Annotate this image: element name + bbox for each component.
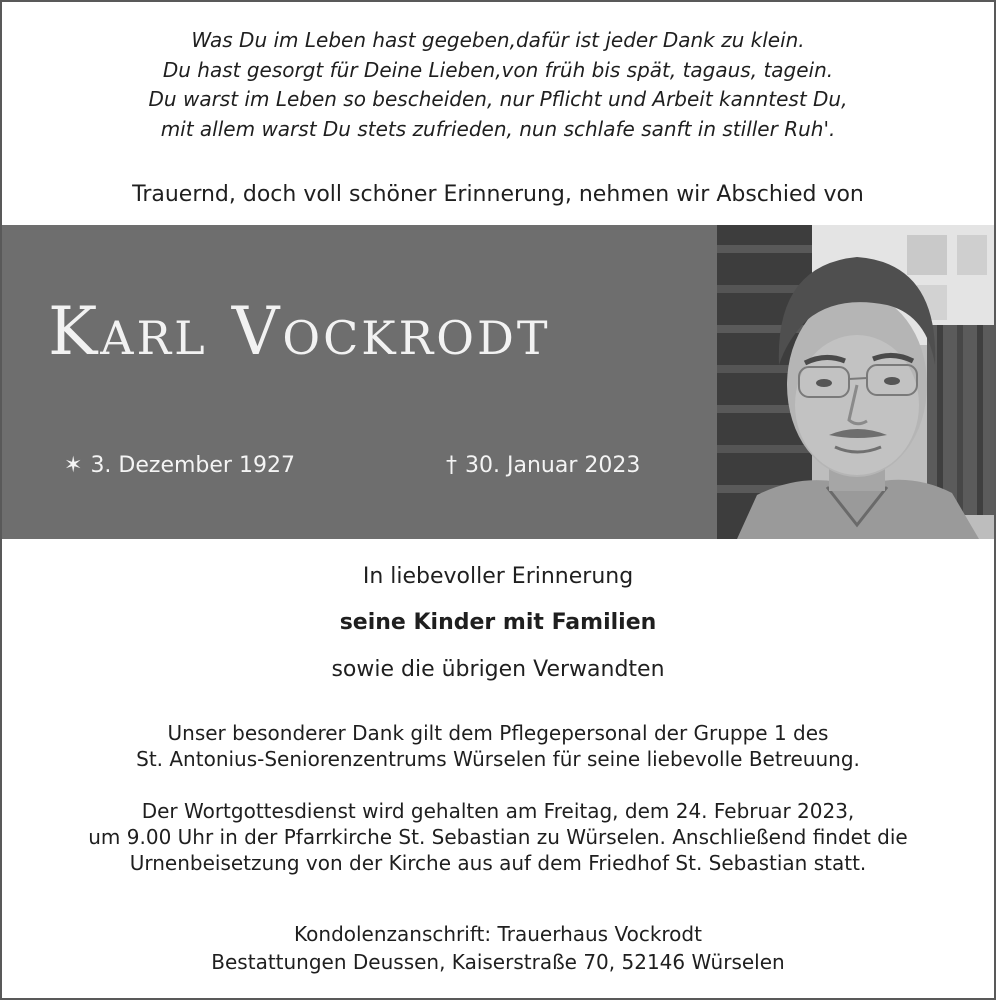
mourners-relatives: sowie die übrigen Verwandten	[331, 657, 665, 682]
poem-line: Was Du im Leben hast gegeben,dafür ist jeder Dank zu klein.	[191, 28, 805, 52]
contact-line: Bestattungen Deussen, Kaiserstraße 70, 52146 Würselen	[211, 950, 785, 974]
deceased-name: Karl Vockrodt	[48, 293, 551, 370]
contact-line: Kondolenzanschrift: Trauerhaus Vockrodt	[294, 922, 702, 946]
thanks-paragraph	[2, 720, 994, 772]
birth-date: 3. Dezember 1927	[90, 453, 295, 478]
portrait-photo	[717, 225, 994, 539]
portrait-image	[717, 225, 994, 539]
name-band	[2, 225, 994, 539]
poem	[2, 26, 994, 144]
poem-line: mit allem warst Du stets zufrieden, nun schlafe sanft in stiller Ruh'.	[160, 116, 836, 141]
mourners-children: seine Kinder mit Familien	[339, 610, 657, 635]
poem-line: Du warst im Leben so bescheiden, nur Pflicht und Arbeit kanntest Du,	[148, 87, 848, 111]
cross-icon: †	[446, 453, 457, 478]
birth-date-line	[64, 453, 295, 478]
intro-text: Trauernd, doch voll schöner Erinnerung, nehmen wir Abschied von	[132, 182, 864, 207]
thanks-line: St. Antonius-Seniorenzentrums Würselen für seine liebevolle Betreuung.	[136, 747, 860, 771]
condolence-address	[2, 920, 994, 976]
thanks-line: Unser besonderer Dank gilt dem Pflegepersonal der Gruppe 1 des	[167, 721, 829, 745]
death-date: 30. Januar 2023	[465, 453, 641, 478]
service-line: Urnenbeisetzung von der Kirche aus auf dem Friedhof St. Sebastian statt.	[129, 851, 867, 875]
service-line: um 9.00 Uhr in der Pfarrkirche St. Sebastian zu Würselen. Anschließend findet die	[88, 825, 908, 849]
star-icon: ✶	[64, 453, 83, 478]
remembrance-line: In liebevoller Erinnerung	[362, 564, 634, 589]
service-line: Der Wortgottesdienst wird gehalten am Freitag, dem 24. Februar 2023,	[141, 799, 855, 823]
poem-line: Du hast gesorgt für Deine Lieben,von früh bis spät, tagaus, tagein.	[162, 57, 834, 82]
death-date-line	[446, 453, 640, 478]
service-paragraph	[2, 798, 994, 876]
